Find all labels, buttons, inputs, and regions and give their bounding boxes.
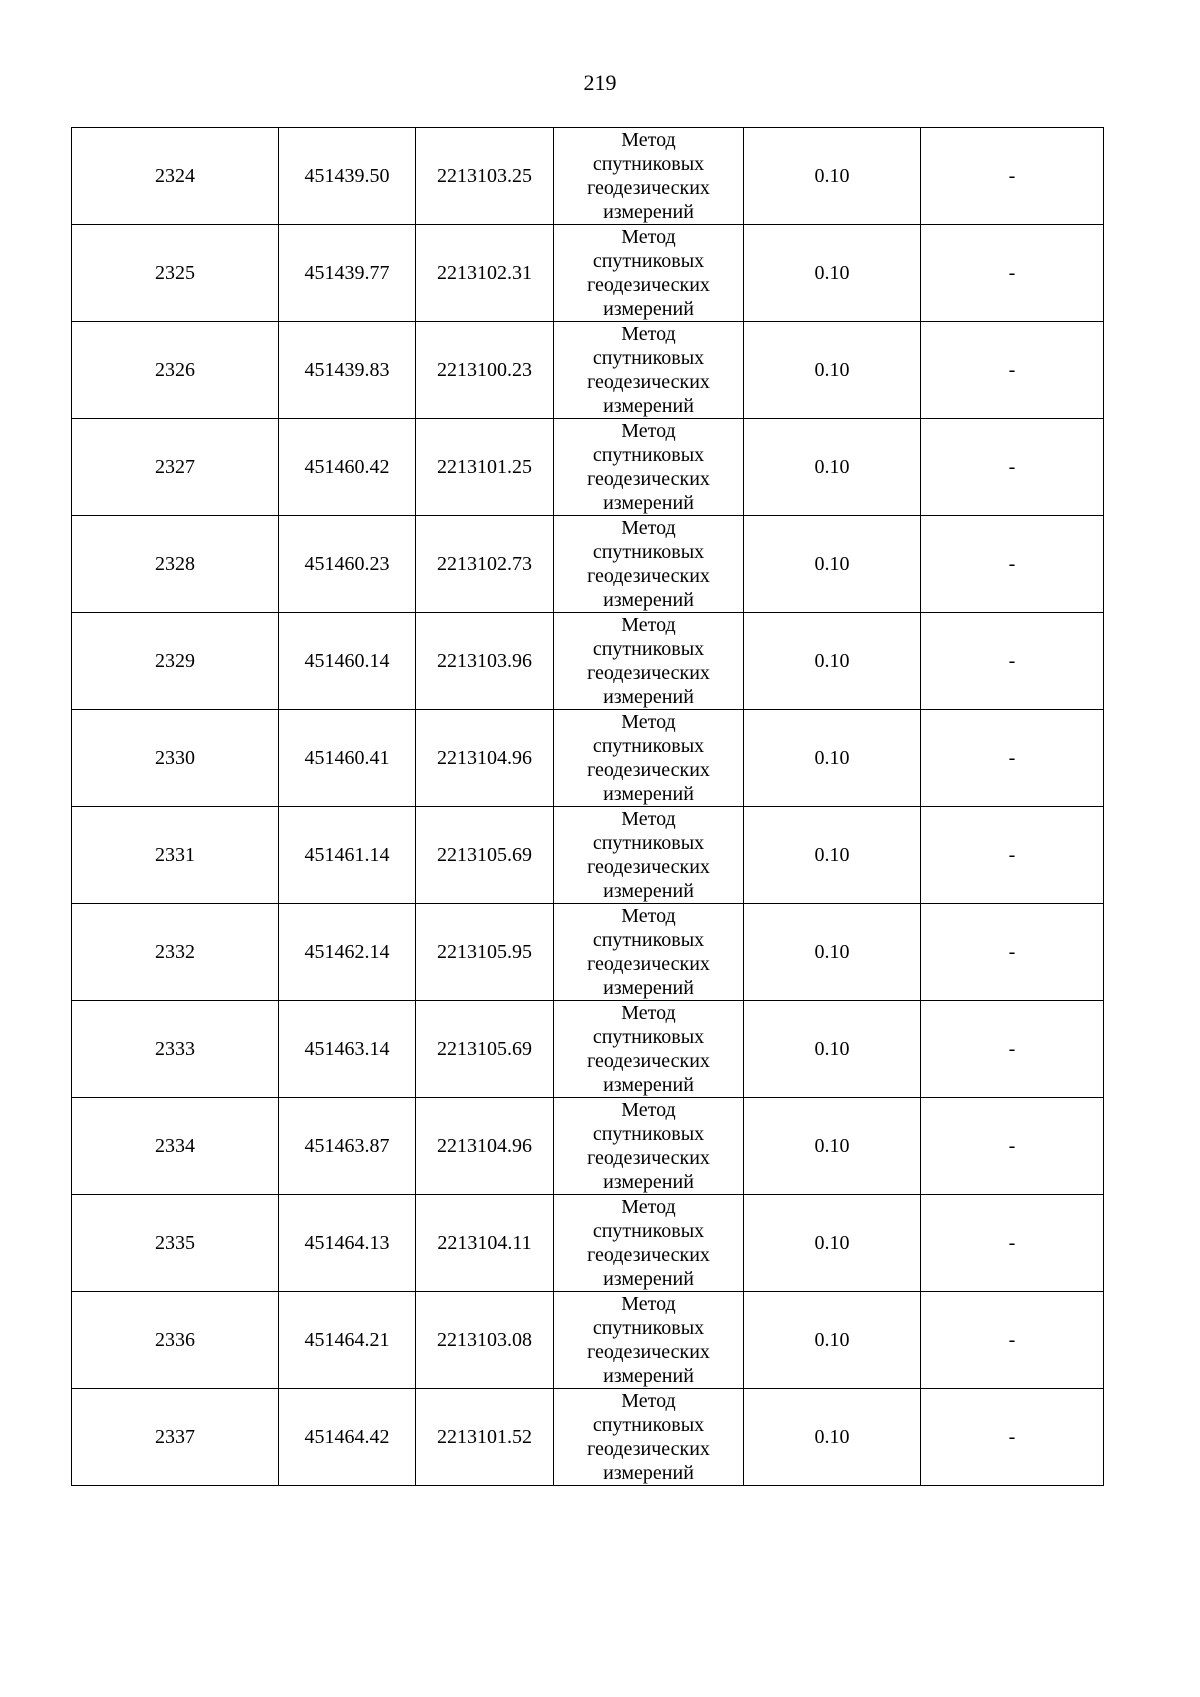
method-line: Метод — [621, 1002, 676, 1024]
method-line: Метод — [621, 1196, 676, 1218]
method-cell — [554, 613, 744, 710]
accuracy-cell: 0.10 — [744, 710, 921, 807]
method-line: Метод — [621, 129, 676, 151]
method-line: геодезических — [587, 953, 710, 975]
y-coordinate-cell: 2213102.31 — [416, 225, 554, 322]
method-cell — [554, 419, 744, 516]
accuracy-cell: 0.10 — [744, 1001, 921, 1098]
point-number-cell: 2331 — [72, 807, 279, 904]
accuracy-cell: 0.10 — [744, 322, 921, 419]
table-row — [72, 516, 1104, 613]
method-line: геодезических — [587, 1050, 710, 1072]
y-coordinate-cell: 2213103.96 — [416, 613, 554, 710]
method-line: спутниковых — [592, 832, 705, 854]
method-line: Метод — [621, 1099, 676, 1121]
point-number-cell: 2334 — [72, 1098, 279, 1195]
method-line: спутниковых — [592, 347, 705, 369]
method-line: геодезических — [587, 371, 710, 393]
method-line: Метод — [621, 1293, 676, 1315]
method-line: спутниковых — [592, 1123, 705, 1145]
method-line: геодезических — [587, 856, 710, 878]
x-coordinate-cell: 451460.42 — [279, 419, 416, 516]
method-cell — [554, 1098, 744, 1195]
table-row — [72, 128, 1104, 225]
method-line: геодезических — [587, 662, 710, 684]
method-cell — [554, 225, 744, 322]
accuracy-cell: 0.10 — [744, 516, 921, 613]
method-line: измерений — [603, 298, 694, 320]
accuracy-cell: 0.10 — [744, 613, 921, 710]
point-number-cell: 2332 — [72, 904, 279, 1001]
y-coordinate-cell: 2213101.25 — [416, 419, 554, 516]
note-cell: - — [921, 322, 1104, 419]
y-coordinate-cell: 2213101.52 — [416, 1389, 554, 1486]
method-line: измерений — [603, 686, 694, 708]
x-coordinate-cell: 451439.50 — [279, 128, 416, 225]
table-row — [72, 1292, 1104, 1389]
method-cell — [554, 1195, 744, 1292]
x-coordinate-cell: 451462.14 — [279, 904, 416, 1001]
point-number-cell: 2326 — [72, 322, 279, 419]
point-number-cell: 2330 — [72, 710, 279, 807]
point-number-cell: 2335 — [72, 1195, 279, 1292]
accuracy-cell: 0.10 — [744, 807, 921, 904]
x-coordinate-cell: 451463.87 — [279, 1098, 416, 1195]
table-row — [72, 1389, 1104, 1486]
note-cell: - — [921, 1389, 1104, 1486]
method-cell — [554, 128, 744, 225]
table-row — [72, 710, 1104, 807]
method-line: измерений — [603, 395, 694, 417]
method-line: спутниковых — [592, 1414, 705, 1436]
table-row — [72, 322, 1104, 419]
method-line: спутниковых — [592, 638, 705, 660]
note-cell: - — [921, 1098, 1104, 1195]
method-line: геодезических — [587, 274, 710, 296]
method-line: измерений — [603, 492, 694, 514]
method-line: спутниковых — [592, 250, 705, 272]
y-coordinate-cell: 2213104.96 — [416, 710, 554, 807]
point-number-cell: 2328 — [72, 516, 279, 613]
method-line: Метод — [621, 808, 676, 830]
method-line: спутниковых — [592, 1317, 705, 1339]
table-row — [72, 1195, 1104, 1292]
method-line: геодезических — [587, 1341, 710, 1363]
method-line: измерений — [603, 589, 694, 611]
method-line: геодезических — [587, 177, 710, 199]
method-line: геодезических — [587, 1438, 710, 1460]
method-line: Метод — [621, 614, 676, 636]
y-coordinate-cell: 2213104.11 — [416, 1195, 554, 1292]
method-line: Метод — [621, 1390, 676, 1412]
point-number-cell: 2327 — [72, 419, 279, 516]
note-cell: - — [921, 613, 1104, 710]
method-cell — [554, 1292, 744, 1389]
y-coordinate-cell: 2213100.23 — [416, 322, 554, 419]
method-line: измерений — [603, 201, 694, 223]
accuracy-cell: 0.10 — [744, 419, 921, 516]
x-coordinate-cell: 451464.13 — [279, 1195, 416, 1292]
x-coordinate-cell: 451464.42 — [279, 1389, 416, 1486]
y-coordinate-cell: 2213102.73 — [416, 516, 554, 613]
note-cell: - — [921, 516, 1104, 613]
accuracy-cell: 0.10 — [744, 904, 921, 1001]
y-coordinate-cell: 2213105.69 — [416, 807, 554, 904]
method-line: измерений — [603, 783, 694, 805]
x-coordinate-cell: 451460.23 — [279, 516, 416, 613]
method-line: спутниковых — [592, 1026, 705, 1048]
y-coordinate-cell: 2213105.69 — [416, 1001, 554, 1098]
accuracy-cell: 0.10 — [744, 1195, 921, 1292]
note-cell: - — [921, 225, 1104, 322]
method-cell — [554, 322, 744, 419]
method-cell — [554, 1389, 744, 1486]
point-number-cell: 2337 — [72, 1389, 279, 1486]
x-coordinate-cell: 451460.14 — [279, 613, 416, 710]
page-number: 219 — [583, 70, 617, 95]
method-line: спутниковых — [592, 929, 705, 951]
x-coordinate-cell: 451439.77 — [279, 225, 416, 322]
note-cell: - — [921, 904, 1104, 1001]
method-line: Метод — [621, 711, 676, 733]
note-cell: - — [921, 419, 1104, 516]
method-line: Метод — [621, 420, 676, 442]
point-number-cell: 2324 — [72, 128, 279, 225]
accuracy-cell: 0.10 — [744, 225, 921, 322]
method-line: спутниковых — [592, 444, 705, 466]
method-line: измерений — [603, 1171, 694, 1193]
point-number-cell: 2325 — [72, 225, 279, 322]
point-number-cell: 2336 — [72, 1292, 279, 1389]
note-cell: - — [921, 1195, 1104, 1292]
method-cell — [554, 710, 744, 807]
method-line: геодезических — [587, 468, 710, 490]
method-line: Метод — [621, 226, 676, 248]
note-cell: - — [921, 807, 1104, 904]
note-cell: - — [921, 128, 1104, 225]
table-row — [72, 1001, 1104, 1098]
method-line: геодезических — [587, 1244, 710, 1266]
method-line: спутниковых — [592, 735, 705, 757]
y-coordinate-cell: 2213104.96 — [416, 1098, 554, 1195]
method-line: спутниковых — [592, 1220, 705, 1242]
method-line: измерений — [603, 1074, 694, 1096]
x-coordinate-cell: 451461.14 — [279, 807, 416, 904]
method-cell — [554, 1001, 744, 1098]
table-row — [72, 1098, 1104, 1195]
x-coordinate-cell: 451463.14 — [279, 1001, 416, 1098]
method-line: измерений — [603, 1462, 694, 1484]
y-coordinate-cell: 2213103.25 — [416, 128, 554, 225]
x-coordinate-cell: 451460.41 — [279, 710, 416, 807]
method-cell — [554, 807, 744, 904]
method-line: Метод — [621, 517, 676, 539]
table-row — [72, 904, 1104, 1001]
table-row — [72, 613, 1104, 710]
method-line: измерений — [603, 880, 694, 902]
accuracy-cell: 0.10 — [744, 128, 921, 225]
method-cell — [554, 904, 744, 1001]
accuracy-cell: 0.10 — [744, 1098, 921, 1195]
method-line: геодезических — [587, 759, 710, 781]
method-line: спутниковых — [592, 541, 705, 563]
table-row — [72, 419, 1104, 516]
note-cell: - — [921, 710, 1104, 807]
method-line: Метод — [621, 905, 676, 927]
note-cell: - — [921, 1292, 1104, 1389]
point-number-cell: 2329 — [72, 613, 279, 710]
method-line: измерений — [603, 977, 694, 999]
method-line: измерений — [603, 1268, 694, 1290]
method-line: геодезических — [587, 1147, 710, 1169]
method-line: Метод — [621, 323, 676, 345]
table-row — [72, 225, 1104, 322]
y-coordinate-cell: 2213103.08 — [416, 1292, 554, 1389]
table-row — [72, 807, 1104, 904]
method-line: геодезических — [587, 565, 710, 587]
point-number-cell: 2333 — [72, 1001, 279, 1098]
y-coordinate-cell: 2213105.95 — [416, 904, 554, 1001]
method-line: спутниковых — [592, 153, 705, 175]
coordinates-table-body — [72, 128, 1104, 1486]
coordinates-table — [71, 127, 1104, 1486]
x-coordinate-cell: 451439.83 — [279, 322, 416, 419]
method-cell — [554, 516, 744, 613]
accuracy-cell: 0.10 — [744, 1389, 921, 1486]
x-coordinate-cell: 451464.21 — [279, 1292, 416, 1389]
method-line: измерений — [603, 1365, 694, 1387]
accuracy-cell: 0.10 — [744, 1292, 921, 1389]
note-cell: - — [921, 1001, 1104, 1098]
